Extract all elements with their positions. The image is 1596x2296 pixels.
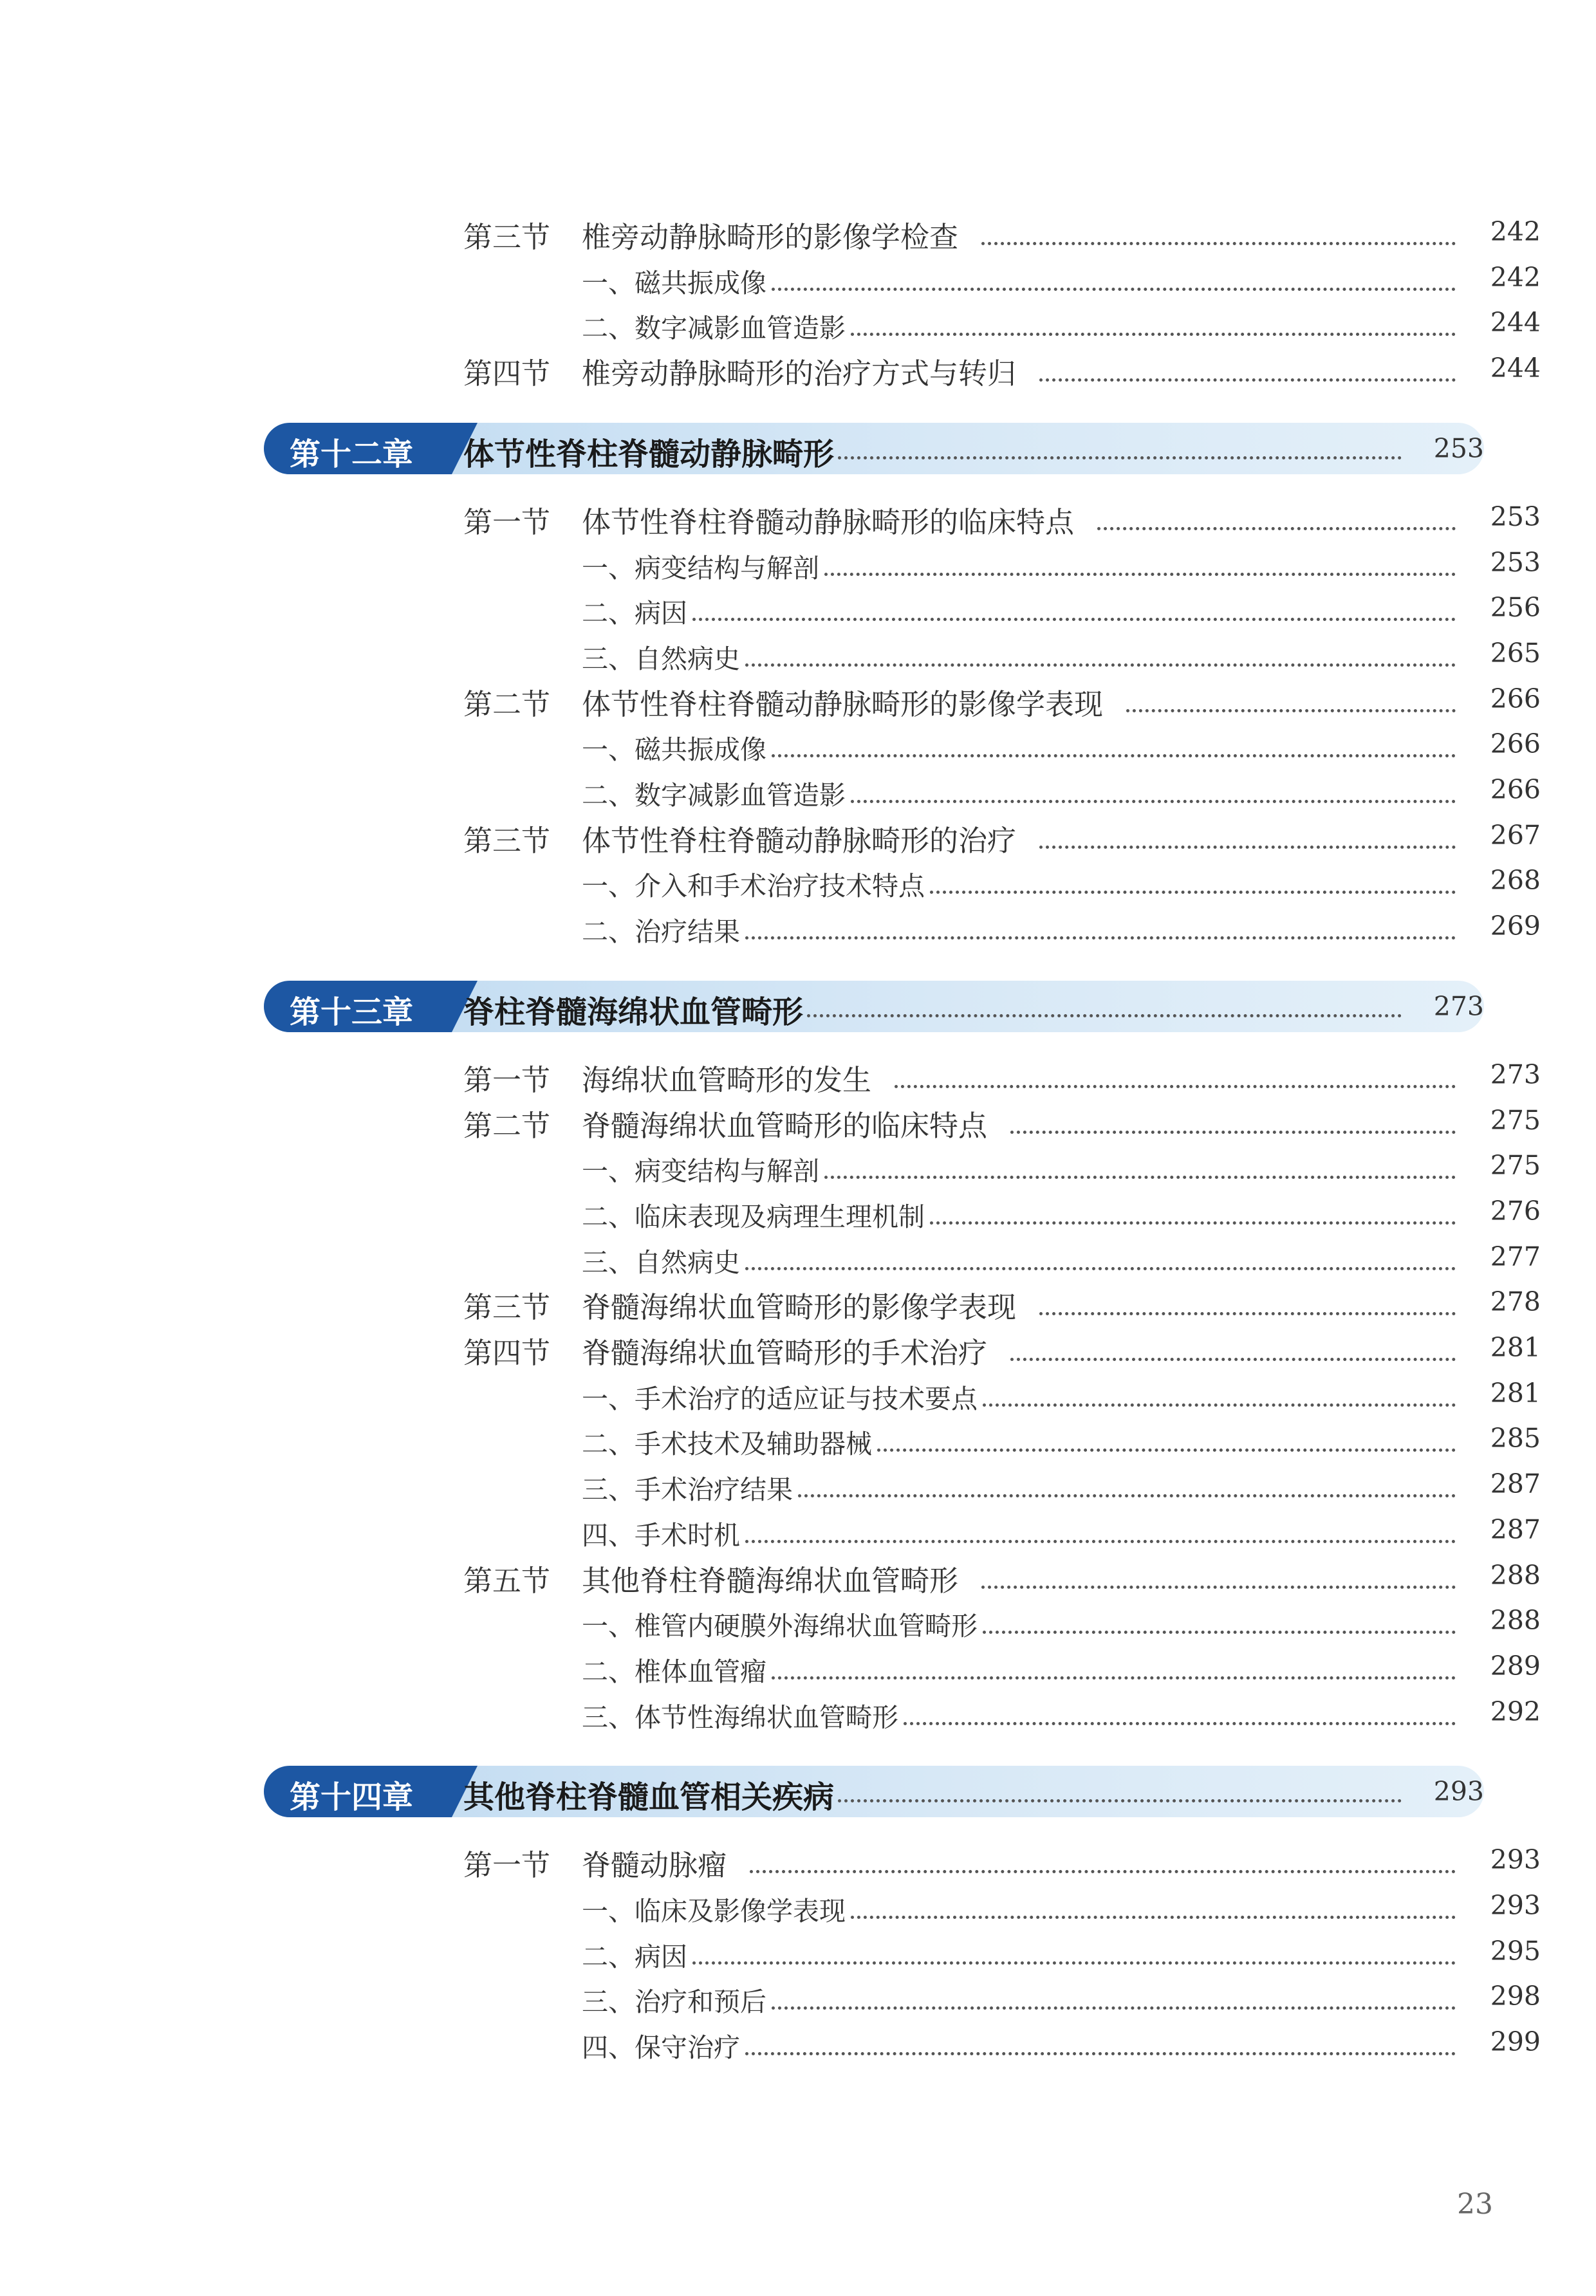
page-reference: 287 bbox=[1490, 1468, 1541, 1500]
toc-subitem-entry[interactable] bbox=[0, 1886, 1596, 1931]
dot-leader bbox=[1097, 527, 1456, 530]
subitem-title: 二、治疗结果 bbox=[582, 916, 740, 948]
toc-subitem-entry[interactable] bbox=[0, 1192, 1596, 1237]
toc-subitem-entry[interactable] bbox=[0, 1932, 1596, 1977]
chapter-number: 第十二章 bbox=[290, 436, 414, 472]
page-reference: 281 bbox=[1490, 1332, 1541, 1363]
page-reference: 266 bbox=[1490, 683, 1541, 714]
toc-section-entry[interactable] bbox=[0, 1055, 1596, 1100]
toc-subitem-entry[interactable] bbox=[0, 1647, 1596, 1692]
subitem-title: 四、手术时机 bbox=[582, 1519, 740, 1551]
dot-leader bbox=[692, 618, 1456, 621]
section-number: 第一节 bbox=[463, 1848, 551, 1883]
toc-subitem-entry[interactable] bbox=[0, 1419, 1596, 1464]
toc-subitem-entry[interactable] bbox=[0, 1146, 1596, 1191]
toc-subitem-entry[interactable] bbox=[0, 907, 1596, 952]
page-reference: 293 bbox=[1490, 1844, 1541, 1876]
toc-subitem-entry[interactable] bbox=[0, 1237, 1596, 1282]
page-reference: 253 bbox=[1490, 501, 1541, 532]
toc-subitem-entry[interactable] bbox=[0, 588, 1596, 633]
subitem-title: 一、介入和手术治疗技术特点 bbox=[582, 871, 925, 902]
page-reference: 298 bbox=[1490, 1981, 1541, 2012]
section-title: 脊髓海绵状血管畸形的临床特点 bbox=[582, 1108, 988, 1143]
dot-leader bbox=[824, 1176, 1456, 1179]
page-reference: 287 bbox=[1490, 1514, 1541, 1545]
subitem-title: 二、数字减影血管造影 bbox=[582, 780, 846, 811]
page-reference: 273 bbox=[1433, 990, 1484, 1022]
dot-leader bbox=[750, 1870, 1456, 1873]
toc-subitem-entry[interactable] bbox=[0, 2023, 1596, 2068]
section-number: 第一节 bbox=[463, 1062, 551, 1097]
toc-subitem-entry[interactable] bbox=[0, 861, 1596, 906]
dot-leader bbox=[930, 1221, 1456, 1225]
dot-leader bbox=[745, 663, 1456, 667]
subitem-title: 二、病因 bbox=[582, 1941, 687, 1972]
page-reference: 288 bbox=[1490, 1559, 1541, 1591]
chapter-title: 体节性脊柱脊髓动静脉畸形 bbox=[463, 436, 835, 472]
subitem-title: 一、磁共振成像 bbox=[582, 734, 766, 766]
subitem-title: 二、病因 bbox=[582, 598, 687, 629]
page-reference: 292 bbox=[1490, 1696, 1541, 1727]
dot-leader bbox=[772, 2006, 1456, 2010]
subitem-title: 三、自然病史 bbox=[582, 643, 740, 674]
subitem-title: 三、手术治疗结果 bbox=[582, 1474, 793, 1506]
section-number: 第三节 bbox=[463, 823, 551, 858]
page-reference: 277 bbox=[1490, 1241, 1541, 1272]
page-reference: 293 bbox=[1433, 1776, 1484, 1808]
dot-leader bbox=[983, 1631, 1456, 1634]
dot-leader bbox=[692, 1961, 1456, 1965]
subitem-title: 一、临床及影像学表现 bbox=[582, 1896, 846, 1927]
dot-leader bbox=[772, 754, 1456, 757]
toc-subitem-entry[interactable] bbox=[0, 1374, 1596, 1419]
subitem-title: 二、手术技术及辅助器械 bbox=[582, 1429, 872, 1460]
dot-leader bbox=[745, 936, 1456, 940]
section-title: 其他脊柱脊髓海绵状血管畸形 bbox=[582, 1563, 959, 1598]
dot-leader bbox=[1010, 1358, 1456, 1361]
page-reference: 285 bbox=[1490, 1423, 1541, 1454]
page-reference: 253 bbox=[1490, 546, 1541, 578]
dot-leader bbox=[983, 1403, 1456, 1407]
page-reference: 278 bbox=[1490, 1286, 1541, 1318]
page-reference: 266 bbox=[1490, 774, 1541, 805]
toc-subitem-entry[interactable] bbox=[0, 1692, 1596, 1737]
dot-leader bbox=[877, 1449, 1456, 1452]
section-number: 第五节 bbox=[463, 1563, 551, 1598]
dot-leader bbox=[930, 891, 1456, 894]
toc-subitem-entry[interactable] bbox=[0, 725, 1596, 770]
toc-subitem-entry[interactable] bbox=[0, 1510, 1596, 1555]
page-reference: 244 bbox=[1490, 353, 1541, 384]
dot-leader bbox=[798, 1494, 1456, 1497]
section-number: 第二节 bbox=[463, 1108, 551, 1143]
section-number: 第三节 bbox=[463, 1290, 551, 1325]
chapter-title: 其他脊柱脊髓血管相关疾病 bbox=[463, 1779, 835, 1816]
page-reference: 256 bbox=[1490, 592, 1541, 624]
subitem-title: 三、治疗和预后 bbox=[582, 1986, 766, 2018]
toc-subitem-entry[interactable] bbox=[0, 1977, 1596, 2022]
subitem-title: 一、病变结构与解剖 bbox=[582, 552, 819, 584]
subitem-title: 一、磁共振成像 bbox=[582, 267, 766, 299]
toc-subitem-entry[interactable] bbox=[0, 258, 1596, 303]
dot-leader bbox=[981, 242, 1456, 245]
chapter-heading[interactable] bbox=[264, 981, 1484, 1032]
toc-subitem-entry[interactable] bbox=[0, 1465, 1596, 1510]
dot-leader bbox=[1126, 709, 1456, 712]
toc-section-entry[interactable] bbox=[0, 816, 1596, 861]
section-number: 第三节 bbox=[463, 220, 551, 254]
page-reference: 268 bbox=[1490, 865, 1541, 896]
dot-leader bbox=[851, 333, 1456, 336]
toc-subitem-entry[interactable] bbox=[0, 1601, 1596, 1646]
dot-leader bbox=[772, 288, 1456, 291]
subitem-title: 三、体节性海绵状血管畸形 bbox=[582, 1701, 898, 1733]
section-number: 第四节 bbox=[463, 356, 551, 391]
page-reference: 281 bbox=[1490, 1377, 1541, 1409]
page-reference: 269 bbox=[1490, 911, 1541, 942]
section-title: 脊髓动脉瘤 bbox=[582, 1848, 727, 1883]
dot-leader bbox=[745, 1540, 1456, 1543]
dot-leader bbox=[1039, 378, 1456, 382]
subitem-title: 一、手术治疗的适应证与技术要点 bbox=[582, 1383, 978, 1414]
toc-subitem-entry[interactable] bbox=[0, 770, 1596, 815]
dot-leader bbox=[745, 2052, 1456, 2055]
page-reference: 276 bbox=[1490, 1195, 1541, 1227]
section-title: 脊髓海绵状血管畸形的影像学表现 bbox=[582, 1290, 1017, 1325]
toc-section-entry[interactable] bbox=[0, 212, 1596, 257]
subitem-title: 二、临床表现及病理生理机制 bbox=[582, 1201, 925, 1232]
toc-section-entry[interactable] bbox=[0, 680, 1596, 725]
section-title: 海绵状血管畸形的发生 bbox=[582, 1062, 872, 1097]
section-title: 椎旁动静脉畸形的治疗方式与转归 bbox=[582, 356, 1017, 391]
dot-leader bbox=[904, 1722, 1456, 1725]
subitem-title: 四、保守治疗 bbox=[582, 2032, 740, 2064]
section-title: 体节性脊柱脊髓动静脉畸形的临床特点 bbox=[582, 505, 1075, 539]
page-reference: 295 bbox=[1490, 1935, 1541, 1967]
chapter-number: 第十四章 bbox=[290, 1779, 414, 1816]
chapter-number: 第十三章 bbox=[290, 994, 414, 1030]
page-reference: 265 bbox=[1490, 637, 1541, 669]
page-number: 23 bbox=[1457, 2188, 1493, 2221]
page-reference: 299 bbox=[1490, 2026, 1541, 2058]
dot-leader bbox=[838, 1799, 1402, 1802]
chapter-heading[interactable] bbox=[264, 423, 1484, 474]
page-reference: 244 bbox=[1490, 307, 1541, 338]
page-reference: 293 bbox=[1490, 1890, 1541, 1921]
dot-leader bbox=[745, 1267, 1456, 1270]
chapter-title: 脊柱脊髓海绵状血管畸形 bbox=[463, 994, 804, 1030]
toc-subitem-entry[interactable] bbox=[0, 543, 1596, 588]
dot-leader bbox=[772, 1676, 1456, 1680]
section-number: 第四节 bbox=[463, 1336, 551, 1370]
toc-section-entry[interactable] bbox=[0, 1328, 1596, 1373]
page-reference: 266 bbox=[1490, 728, 1541, 760]
subitem-title: 二、数字减影血管造影 bbox=[582, 313, 846, 344]
page-reference: 253 bbox=[1433, 432, 1484, 464]
dot-leader bbox=[851, 1916, 1456, 1919]
toc-subitem-entry[interactable] bbox=[0, 303, 1596, 348]
subitem-title: 二、椎体血管瘤 bbox=[582, 1656, 766, 1687]
page-reference: 288 bbox=[1490, 1605, 1541, 1636]
dot-leader bbox=[981, 1586, 1456, 1589]
page-reference: 289 bbox=[1490, 1650, 1541, 1681]
page-reference: 273 bbox=[1490, 1059, 1541, 1090]
page-reference: 267 bbox=[1490, 819, 1541, 851]
subitem-title: 一、病变结构与解剖 bbox=[582, 1156, 819, 1187]
section-title: 体节性脊柱脊髓动静脉畸形的影像学表现 bbox=[582, 687, 1104, 721]
section-title: 体节性脊柱脊髓动静脉畸形的治疗 bbox=[582, 823, 1017, 858]
page-reference: 275 bbox=[1490, 1150, 1541, 1181]
dot-leader bbox=[1039, 846, 1456, 849]
subitem-title: 三、自然病史 bbox=[582, 1246, 740, 1278]
dot-leader bbox=[807, 1014, 1402, 1017]
page-reference: 275 bbox=[1490, 1104, 1541, 1136]
page-reference: 242 bbox=[1490, 261, 1541, 293]
toc-section-entry[interactable] bbox=[0, 349, 1596, 394]
dot-leader bbox=[1010, 1131, 1456, 1134]
page-reference: 242 bbox=[1490, 216, 1541, 247]
toc-section-entry[interactable] bbox=[0, 1101, 1596, 1146]
dot-leader bbox=[895, 1085, 1456, 1088]
dot-leader bbox=[851, 800, 1456, 803]
section-title: 椎旁动静脉畸形的影像学检查 bbox=[582, 220, 959, 254]
section-number: 第二节 bbox=[463, 687, 551, 721]
toc-section-entry[interactable] bbox=[0, 1556, 1596, 1601]
toc-section-entry[interactable] bbox=[0, 497, 1596, 542]
toc-section-entry[interactable] bbox=[0, 1840, 1596, 1885]
chapter-heading[interactable] bbox=[264, 1766, 1484, 1817]
section-number: 第一节 bbox=[463, 505, 551, 539]
subitem-title: 一、椎管内硬膜外海绵状血管畸形 bbox=[582, 1611, 978, 1642]
toc-subitem-entry[interactable] bbox=[0, 634, 1596, 679]
section-title: 脊髓海绵状血管畸形的手术治疗 bbox=[582, 1336, 988, 1370]
dot-leader bbox=[838, 456, 1402, 459]
dot-leader bbox=[1039, 1312, 1456, 1315]
toc-section-entry[interactable] bbox=[0, 1282, 1596, 1328]
dot-leader bbox=[824, 573, 1456, 576]
